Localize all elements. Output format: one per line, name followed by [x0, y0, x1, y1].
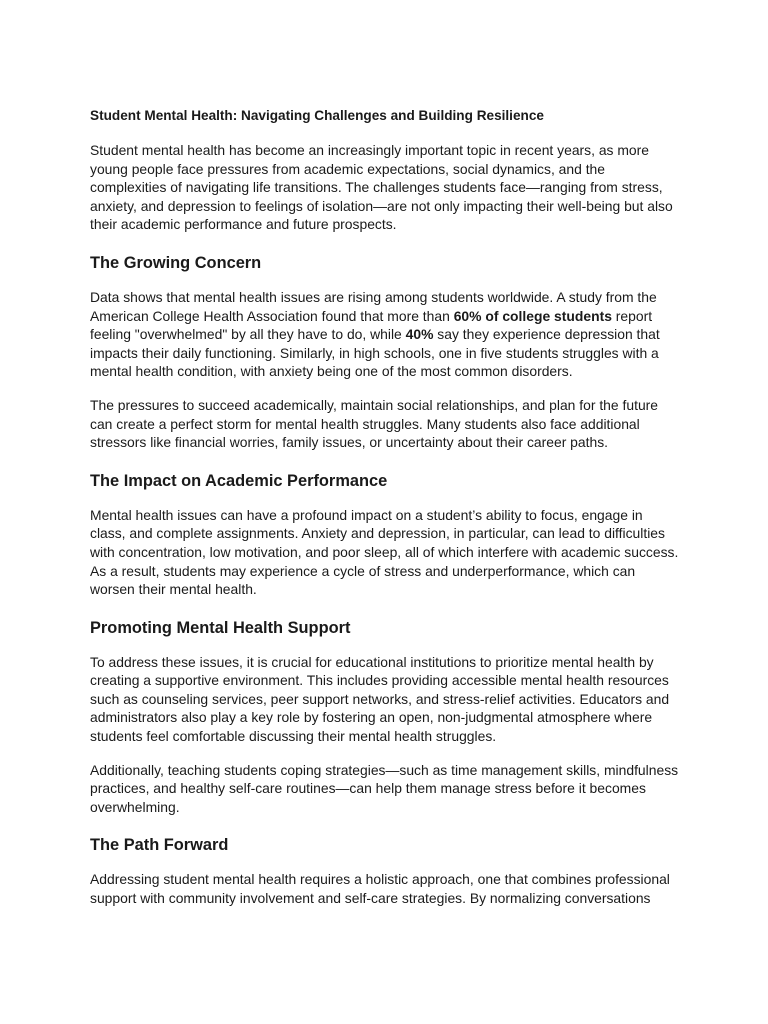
text-run: say they experience depression that impacts their daily functioning. Similarly, in high schools, one in five students struggles with a mental health condition, with anxiety being one of the most common disorders. — [90, 326, 660, 380]
intro-paragraph: Student mental health has become an increasingly important topic in recent years, as more young people face pressures from academic expectations, social dynamics, and the complexities of navigating life transitions. The challenges students face—ranging from stress, anxiety, and depression to feelings of isolation—are not only impacting their well-being but also their academic performance and future prospects. — [90, 142, 673, 233]
document-title: Student Mental Health: Navigating Challenges and Building Resilience — [90, 108, 544, 123]
bold-statistic-60-percent: 60% of college students — [453, 307, 612, 324]
section-heading-path-forward: The Path Forward — [90, 836, 229, 855]
text-run: report feeling "overwhelmed" by all they have to do, while — [90, 307, 653, 343]
text-run: Data shows that mental health issues are rising among students worldwide. A study from the American College Health Association found that more than — [90, 288, 657, 324]
path-forward-paragraph-1: Addressing student mental health requires a holistic approach, one that combines professional support with community involvement and self-care strategies. By normalizing conversations — [90, 871, 670, 907]
support-paragraph-2: Additionally, teaching students coping strategies—such as time management skills, mindfulness practices, and healthy self-care routines—can help them manage stress before it becomes overwhelming. — [90, 761, 679, 815]
bold-statistic-40-percent: 40% — [405, 326, 434, 343]
academic-impact-paragraph-1: Mental health issues can have a profound impact on a student’s ability to focus, engage in class, and complete assignments. Anxiety and depression, in particular, can lead to difficulties with concentration, low motivation, and poor sleep, all of which interfere with academic success. As a result, students may experience a cycle of stress and underperformance, which can worsen their mental health. — [90, 506, 679, 598]
document-body — [90, 107, 680, 908]
section-heading-support: Promoting Mental Health Support — [90, 618, 351, 637]
growing-concern-paragraph-1 — [90, 288, 680, 381]
growing-concern-paragraph-2: The pressures to succeed academically, maintain social relationships, and plan for the future can create a perfect storm for mental health struggles. Many students also face additional stressors like financial worries, family issues, or uncertainty about their career paths. — [90, 396, 659, 451]
support-paragraph-1: To address these issues, it is crucial for educational institutions to prioritize mental health by creating a supportive environment. This includes providing accessible mental health resources such as counseling services, peer support networks, and stress-relief activities. Educators and administrators also play a key role by fostering an open, non-judgmental atmosphere where students feel comfortable discussing their mental health struggles. — [90, 653, 670, 745]
section-heading-academic-impact: The Impact on Academic Performance — [90, 471, 388, 490]
section-heading-growing-concern: The Growing Concern — [90, 253, 262, 272]
